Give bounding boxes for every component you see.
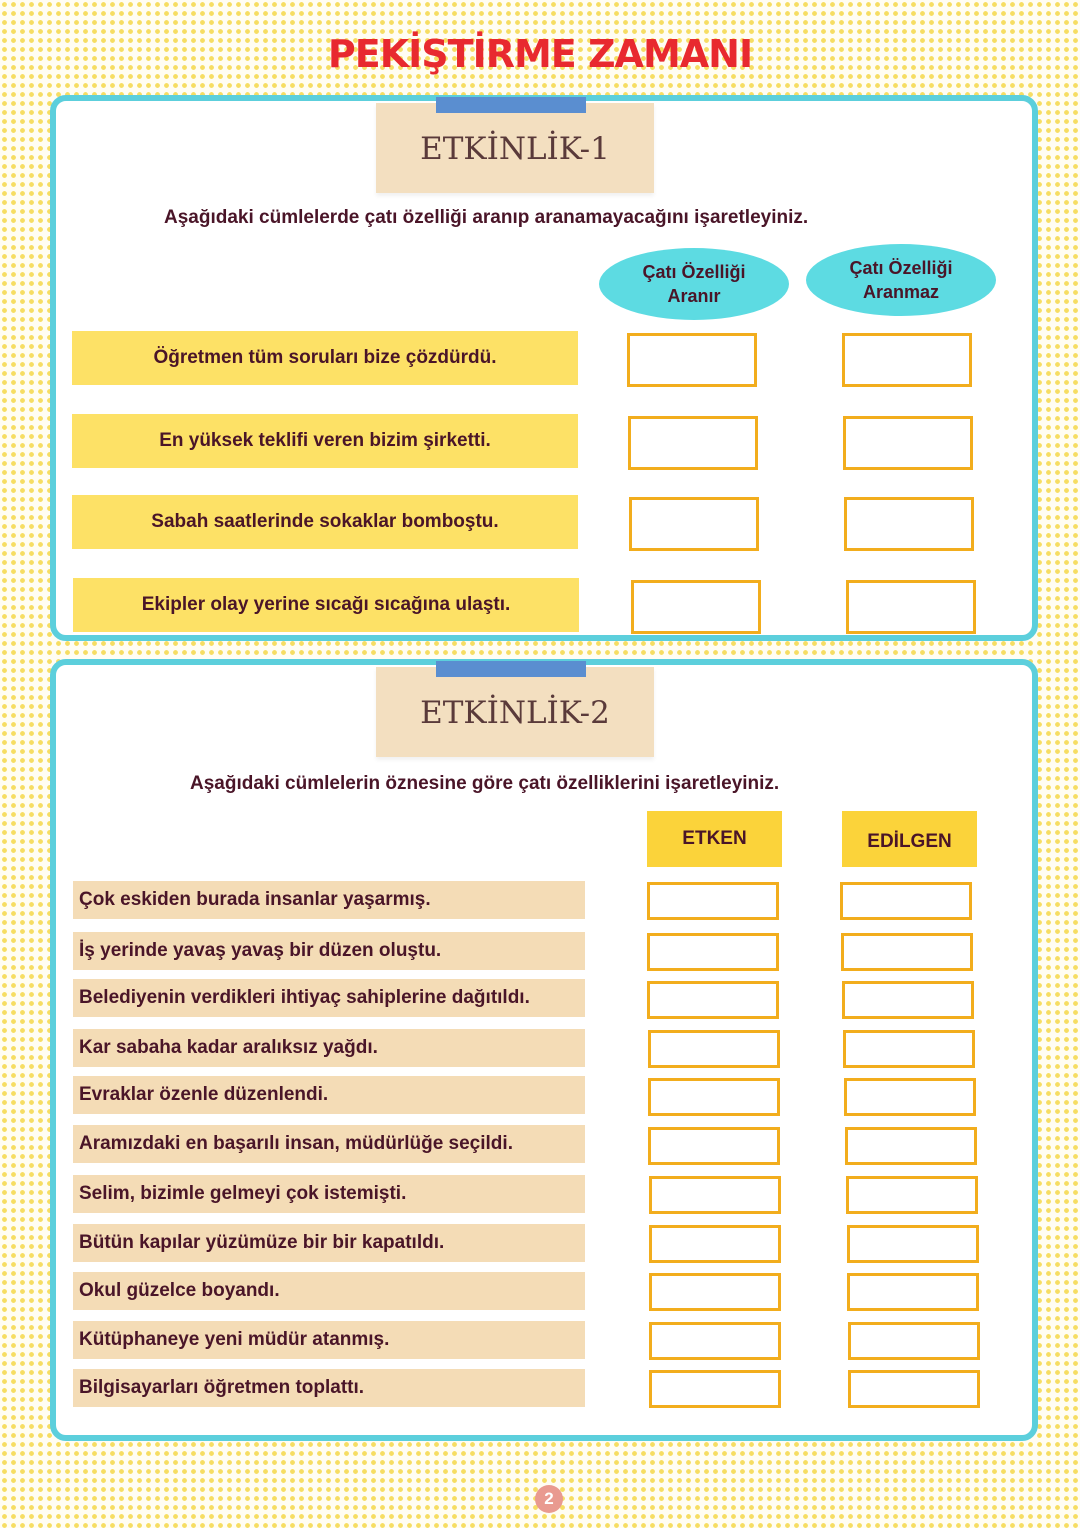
checkbox-aranmaz[interactable] bbox=[846, 580, 976, 634]
activity-2-title: ETKİNLİK-2 bbox=[420, 695, 610, 731]
activity-1-panel bbox=[50, 95, 1038, 641]
checkbox-edilgen[interactable] bbox=[848, 1370, 980, 1408]
checkbox-etken[interactable] bbox=[649, 1273, 781, 1311]
sentence-row: Bütün kapılar yüzümüze bir bir kapatıldı. bbox=[73, 1224, 585, 1262]
page-title: PEKİŞTİRME ZAMANI bbox=[327, 32, 753, 76]
checkbox-aranmaz[interactable] bbox=[843, 416, 973, 470]
tape-decoration bbox=[436, 97, 586, 113]
sentence-row: En yüksek teklifi veren bizim şirketti. bbox=[72, 414, 578, 468]
sentence-row: Selim, bizimle gelmeyi çok istemişti. bbox=[73, 1175, 585, 1213]
activity-1-title: ETKİNLİK-1 bbox=[420, 131, 610, 167]
checkbox-aranir[interactable] bbox=[628, 416, 758, 470]
checkbox-aranmaz[interactable] bbox=[844, 497, 974, 551]
sentence-row: Bilgisayarları öğretmen toplattı. bbox=[73, 1369, 585, 1407]
checkbox-etken[interactable] bbox=[649, 1225, 781, 1263]
column-header-etken: ETKEN bbox=[647, 811, 782, 867]
checkbox-etken[interactable] bbox=[649, 1370, 781, 1408]
sentence-row: Evraklar özenle düzenlendi. bbox=[73, 1076, 585, 1114]
checkbox-etken[interactable] bbox=[648, 1030, 780, 1068]
activity-2-tag bbox=[376, 667, 654, 757]
sentence-row: Okul güzelce boyandı. bbox=[73, 1272, 585, 1310]
checkbox-etken[interactable] bbox=[649, 1176, 781, 1214]
activity-1-tag bbox=[376, 103, 654, 193]
checkbox-aranir[interactable] bbox=[627, 333, 757, 387]
sentence-row: Belediyenin verdikleri ihtiyaç sahiplerine dağıtıldı. bbox=[73, 979, 585, 1017]
sentence-row: Ekipler olay yerine sıcağı sıcağına ulaştı. bbox=[73, 578, 579, 632]
checkbox-etken[interactable] bbox=[648, 1078, 780, 1116]
checkbox-aranir[interactable] bbox=[631, 580, 761, 634]
checkbox-etken[interactable] bbox=[647, 933, 779, 971]
checkbox-edilgen[interactable] bbox=[848, 1322, 980, 1360]
checkbox-etken[interactable] bbox=[649, 1322, 781, 1360]
checkbox-edilgen[interactable] bbox=[841, 933, 973, 971]
checkbox-edilgen[interactable] bbox=[840, 882, 972, 920]
checkbox-etken[interactable] bbox=[648, 1127, 780, 1165]
checkbox-edilgen[interactable] bbox=[843, 1030, 975, 1068]
page-number: 2 bbox=[535, 1485, 563, 1513]
checkbox-edilgen[interactable] bbox=[846, 1176, 978, 1214]
column-header-edilgen: EDİLGEN bbox=[842, 811, 977, 867]
activity-2-panel bbox=[50, 659, 1038, 1441]
checkbox-edilgen[interactable] bbox=[847, 1225, 979, 1263]
checkbox-edilgen[interactable] bbox=[844, 1078, 976, 1116]
sentence-row: Kar sabaha kadar aralıksız yağdı. bbox=[73, 1029, 585, 1067]
tape-decoration bbox=[436, 661, 586, 677]
checkbox-etken[interactable] bbox=[647, 981, 779, 1019]
sentence-row: İş yerinde yavaş yavaş bir düzen oluştu. bbox=[73, 932, 585, 970]
checkbox-etken[interactable] bbox=[647, 882, 779, 920]
checkbox-edilgen[interactable] bbox=[847, 1273, 979, 1311]
activity-2-instruction: Aşağıdaki cümlelerin öznesine göre çatı özelliklerini işaretleyiniz. bbox=[190, 773, 780, 794]
checkbox-aranmaz[interactable] bbox=[842, 333, 972, 387]
column-header-aranmaz: Çatı Özelliği Aranmaz bbox=[806, 244, 996, 316]
activity-1-instruction: Aşağıdaki cümlelerde çatı özelliği aranıp aranamayacağını işaretleyiniz. bbox=[164, 207, 809, 228]
sentence-row: Çok eskiden burada insanlar yaşarmış. bbox=[73, 881, 585, 919]
column-header-aranir: Çatı Özelliği Aranır bbox=[599, 248, 789, 320]
checkbox-edilgen[interactable] bbox=[842, 981, 974, 1019]
sentence-row: Öğretmen tüm soruları bize çözdürdü. bbox=[72, 331, 578, 385]
checkbox-aranir[interactable] bbox=[629, 497, 759, 551]
checkbox-edilgen[interactable] bbox=[845, 1127, 977, 1165]
sentence-row: Sabah saatlerinde sokaklar bomboştu. bbox=[72, 495, 578, 549]
sentence-row: Kütüphaneye yeni müdür atanmış. bbox=[73, 1321, 585, 1359]
sentence-row: Aramızdaki en başarılı insan, müdürlüğe seçildi. bbox=[73, 1125, 585, 1163]
